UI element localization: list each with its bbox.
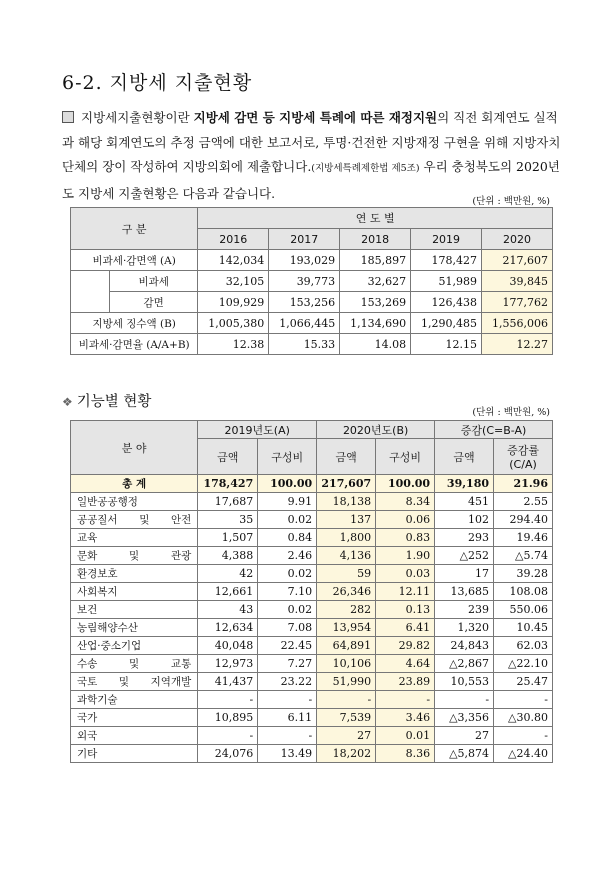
value-cell: - bbox=[494, 691, 553, 709]
field-label: 사회복지 bbox=[71, 583, 198, 601]
value-cell: 1.90 bbox=[376, 547, 435, 565]
value-cell: 22.45 bbox=[258, 637, 317, 655]
value-cell: 9.91 bbox=[258, 493, 317, 511]
value-cell: 12.15 bbox=[411, 334, 482, 355]
value-cell: 126,438 bbox=[411, 292, 482, 313]
header-change: 증감(C=B-A) bbox=[435, 421, 553, 439]
page-title: 6-2. 지방세 지출현황 bbox=[62, 72, 253, 94]
value-cell: 0.06 bbox=[376, 511, 435, 529]
value-cell: △5,874 bbox=[435, 745, 494, 763]
header-ratio-2019: 구성비 bbox=[258, 439, 317, 475]
table-row bbox=[71, 691, 553, 709]
intro-text-3: 우리 충청북도의 2020년도 지방세 지출현황은 다음과 같습니다. bbox=[62, 159, 560, 201]
value-cell: 12,973 bbox=[198, 655, 258, 673]
value-cell: 13,685 bbox=[435, 583, 494, 601]
value-cell: 178,427 bbox=[198, 475, 258, 493]
value-cell: 40,048 bbox=[198, 637, 258, 655]
value-cell: - bbox=[435, 691, 494, 709]
value-cell: 1,066,445 bbox=[269, 313, 340, 334]
value-cell: 10.45 bbox=[494, 619, 553, 637]
row-label: 비과세·감면율 (A/A+B) bbox=[71, 334, 198, 355]
value-cell: 2.55 bbox=[494, 493, 553, 511]
header-year: 2017 bbox=[269, 229, 340, 250]
value-cell: 0.01 bbox=[376, 727, 435, 745]
summary-row bbox=[71, 313, 553, 334]
value-cell: - bbox=[198, 727, 258, 745]
row-label: 비과세·감면액 (A) bbox=[71, 250, 198, 271]
value-cell: 23.22 bbox=[258, 673, 317, 691]
value-cell: 185,897 bbox=[340, 250, 411, 271]
value-cell: 0.03 bbox=[376, 565, 435, 583]
value-cell: 27 bbox=[317, 727, 376, 745]
field-label: 교육 bbox=[71, 529, 198, 547]
value-cell: 8.36 bbox=[376, 745, 435, 763]
total-row bbox=[71, 475, 553, 493]
unit-label-2: (단위 : 백만원, %) bbox=[472, 407, 550, 418]
value-cell: 108.08 bbox=[494, 583, 553, 601]
value-cell: 6.11 bbox=[258, 709, 317, 727]
value-cell: 7.10 bbox=[258, 583, 317, 601]
value-cell: 239 bbox=[435, 601, 494, 619]
value-cell: 25.47 bbox=[494, 673, 553, 691]
header-ratio-2020: 구성비 bbox=[376, 439, 435, 475]
table-row bbox=[71, 565, 553, 583]
value-cell: 32,627 bbox=[340, 271, 411, 292]
summary-row bbox=[71, 334, 553, 355]
intro-text-1: 지방세지출현황이란 bbox=[81, 110, 194, 125]
header-year: 2020 bbox=[482, 229, 553, 250]
value-cell: 1,556,006 bbox=[482, 313, 553, 334]
diamond-bullet-icon: ❖ bbox=[62, 395, 73, 409]
value-cell: △5.74 bbox=[494, 547, 553, 565]
field-label: 공공질서 및 안전 bbox=[71, 511, 198, 529]
header-category: 구 분 bbox=[71, 208, 198, 250]
value-cell: 142,034 bbox=[198, 250, 269, 271]
summary-header-row bbox=[71, 208, 553, 229]
value-cell: 14.08 bbox=[340, 334, 411, 355]
value-cell: 43 bbox=[198, 601, 258, 619]
table-row bbox=[71, 673, 553, 691]
value-cell: 12.11 bbox=[376, 583, 435, 601]
header-amount-change: 금액 bbox=[435, 439, 494, 475]
value-cell: 29.82 bbox=[376, 637, 435, 655]
value-cell: 18,138 bbox=[317, 493, 376, 511]
value-cell: 21.96 bbox=[494, 475, 553, 493]
table-row bbox=[71, 709, 553, 727]
value-cell: - bbox=[198, 691, 258, 709]
field-label: 산업·중소기업 bbox=[71, 637, 198, 655]
table-row bbox=[71, 619, 553, 637]
indent-cell bbox=[71, 292, 110, 313]
value-cell: 4,136 bbox=[317, 547, 376, 565]
value-cell: 193,029 bbox=[269, 250, 340, 271]
table-row bbox=[71, 727, 553, 745]
value-cell: 178,427 bbox=[411, 250, 482, 271]
value-cell: 100.00 bbox=[258, 475, 317, 493]
table-row bbox=[71, 583, 553, 601]
value-cell: 153,256 bbox=[269, 292, 340, 313]
value-cell: 18,202 bbox=[317, 745, 376, 763]
field-label: 기타 bbox=[71, 745, 198, 763]
value-cell: 12,634 bbox=[198, 619, 258, 637]
table-row bbox=[71, 745, 553, 763]
value-cell: 64,891 bbox=[317, 637, 376, 655]
value-cell: 13,954 bbox=[317, 619, 376, 637]
value-cell: 0.84 bbox=[258, 529, 317, 547]
value-cell: 19.46 bbox=[494, 529, 553, 547]
field-label: 과학기술 bbox=[71, 691, 198, 709]
value-cell: 153,269 bbox=[340, 292, 411, 313]
table-row bbox=[71, 547, 553, 565]
value-cell: 39,773 bbox=[269, 271, 340, 292]
value-cell: 24,076 bbox=[198, 745, 258, 763]
value-cell: 3.46 bbox=[376, 709, 435, 727]
header-2020: 2020년도(B) bbox=[317, 421, 435, 439]
value-cell: 12.27 bbox=[482, 334, 553, 355]
square-bullet-icon bbox=[62, 111, 74, 123]
value-cell: 1,320 bbox=[435, 619, 494, 637]
value-cell: 217,607 bbox=[482, 250, 553, 271]
table-row bbox=[71, 493, 553, 511]
field-label: 문화 및 관광 bbox=[71, 547, 198, 565]
field-label: 환경보호 bbox=[71, 565, 198, 583]
value-cell: - bbox=[494, 727, 553, 745]
section-title-text: 기능별 현황 bbox=[76, 394, 152, 410]
function-table bbox=[70, 420, 553, 763]
value-cell: - bbox=[376, 691, 435, 709]
value-cell: △252 bbox=[435, 547, 494, 565]
intro-law-reference: (지방세특례제한법 제5조) bbox=[311, 163, 420, 174]
value-cell: 0.02 bbox=[258, 565, 317, 583]
field-label: 일반공공행정 bbox=[71, 493, 198, 511]
value-cell: 109,929 bbox=[198, 292, 269, 313]
value-cell: 13.49 bbox=[258, 745, 317, 763]
value-cell: 35 bbox=[198, 511, 258, 529]
header-amount-2019: 금액 bbox=[198, 439, 258, 475]
value-cell: 10,106 bbox=[317, 655, 376, 673]
unit-label: (단위 : 백만원, %) bbox=[472, 196, 550, 207]
value-cell: 17,687 bbox=[198, 493, 258, 511]
table-row bbox=[71, 637, 553, 655]
value-cell: △22.10 bbox=[494, 655, 553, 673]
summary-row bbox=[71, 250, 553, 271]
value-cell: 6.41 bbox=[376, 619, 435, 637]
value-cell: 10,895 bbox=[198, 709, 258, 727]
summary-table bbox=[70, 207, 553, 355]
summary-row bbox=[71, 271, 553, 292]
table-row bbox=[71, 529, 553, 547]
value-cell: 26,346 bbox=[317, 583, 376, 601]
section-title bbox=[62, 390, 151, 411]
value-cell: 12.38 bbox=[198, 334, 269, 355]
field-label: 국토 및 지역개발 bbox=[71, 673, 198, 691]
value-cell: 282 bbox=[317, 601, 376, 619]
value-cell: 177,762 bbox=[482, 292, 553, 313]
value-cell: 4.64 bbox=[376, 655, 435, 673]
header-change-rate: 증감률 (C/A) bbox=[494, 439, 553, 475]
value-cell: 451 bbox=[435, 493, 494, 511]
field-label: 보건 bbox=[71, 601, 198, 619]
value-cell: 41,437 bbox=[198, 673, 258, 691]
value-cell: 8.34 bbox=[376, 493, 435, 511]
value-cell: △2,867 bbox=[435, 655, 494, 673]
header-year-group: 연 도 별 bbox=[198, 208, 553, 229]
value-cell: 1,005,380 bbox=[198, 313, 269, 334]
value-cell: 12,661 bbox=[198, 583, 258, 601]
value-cell: 0.02 bbox=[258, 511, 317, 529]
value-cell: 1,507 bbox=[198, 529, 258, 547]
value-cell: 51,990 bbox=[317, 673, 376, 691]
value-cell: - bbox=[258, 691, 317, 709]
value-cell: 59 bbox=[317, 565, 376, 583]
value-cell: 42 bbox=[198, 565, 258, 583]
value-cell: 17 bbox=[435, 565, 494, 583]
header-year: 2018 bbox=[340, 229, 411, 250]
value-cell: 0.02 bbox=[258, 601, 317, 619]
row-label: 감면 bbox=[110, 292, 198, 313]
function-header-row-1 bbox=[71, 421, 553, 439]
value-cell: 39.28 bbox=[494, 565, 553, 583]
value-cell: △3,356 bbox=[435, 709, 494, 727]
value-cell: 10,553 bbox=[435, 673, 494, 691]
header-year: 2019 bbox=[411, 229, 482, 250]
field-label: 총 계 bbox=[71, 475, 198, 493]
value-cell: 39,180 bbox=[435, 475, 494, 493]
value-cell: 7.08 bbox=[258, 619, 317, 637]
value-cell: 7.27 bbox=[258, 655, 317, 673]
value-cell: 0.83 bbox=[376, 529, 435, 547]
value-cell: 294.40 bbox=[494, 511, 553, 529]
value-cell: △30.80 bbox=[494, 709, 553, 727]
row-label: 비과세 bbox=[110, 271, 198, 292]
value-cell: 27 bbox=[435, 727, 494, 745]
value-cell: 0.13 bbox=[376, 601, 435, 619]
value-cell: 15.33 bbox=[269, 334, 340, 355]
table-row bbox=[71, 601, 553, 619]
field-label: 외국 bbox=[71, 727, 198, 745]
intro-paragraph bbox=[62, 106, 562, 206]
table-row bbox=[71, 511, 553, 529]
value-cell: - bbox=[258, 727, 317, 745]
header-2019: 2019년도(A) bbox=[198, 421, 317, 439]
header-year: 2016 bbox=[198, 229, 269, 250]
row-label: 지방세 징수액 (B) bbox=[71, 313, 198, 334]
intro-text-2: 의 직전 회계연도 실적과 해당 회계연도의 추정 금액에 대한 보고서로, 투명·건전한 지방재정 구현을 위해 지방자치단체의 장이 작성하여 지방의회에 제출합니다. bbox=[62, 110, 561, 174]
value-cell: 23.89 bbox=[376, 673, 435, 691]
header-field: 분 야 bbox=[71, 421, 198, 475]
field-label: 농림해양수산 bbox=[71, 619, 198, 637]
value-cell: 39,845 bbox=[482, 271, 553, 292]
value-cell: 32,105 bbox=[198, 271, 269, 292]
value-cell: - bbox=[317, 691, 376, 709]
value-cell: 217,607 bbox=[317, 475, 376, 493]
value-cell: 100.00 bbox=[376, 475, 435, 493]
value-cell: 550.06 bbox=[494, 601, 553, 619]
value-cell: 293 bbox=[435, 529, 494, 547]
value-cell: 4,388 bbox=[198, 547, 258, 565]
value-cell: 1,800 bbox=[317, 529, 376, 547]
value-cell: 102 bbox=[435, 511, 494, 529]
value-cell: △24.40 bbox=[494, 745, 553, 763]
value-cell: 24,843 bbox=[435, 637, 494, 655]
value-cell: 2.46 bbox=[258, 547, 317, 565]
value-cell: 1,134,690 bbox=[340, 313, 411, 334]
value-cell: 51,989 bbox=[411, 271, 482, 292]
field-label: 국가 bbox=[71, 709, 198, 727]
table-row bbox=[71, 655, 553, 673]
header-amount-2020: 금액 bbox=[317, 439, 376, 475]
value-cell: 1,290,485 bbox=[411, 313, 482, 334]
value-cell: 137 bbox=[317, 511, 376, 529]
intro-bold-text: 지방세 감면 등 지방세 특례에 따른 재정지원 bbox=[193, 110, 438, 125]
value-cell: 62.03 bbox=[494, 637, 553, 655]
value-cell: 7,539 bbox=[317, 709, 376, 727]
field-label: 수송 및 교통 bbox=[71, 655, 198, 673]
indent-cell bbox=[71, 271, 110, 292]
summary-row bbox=[71, 292, 553, 313]
